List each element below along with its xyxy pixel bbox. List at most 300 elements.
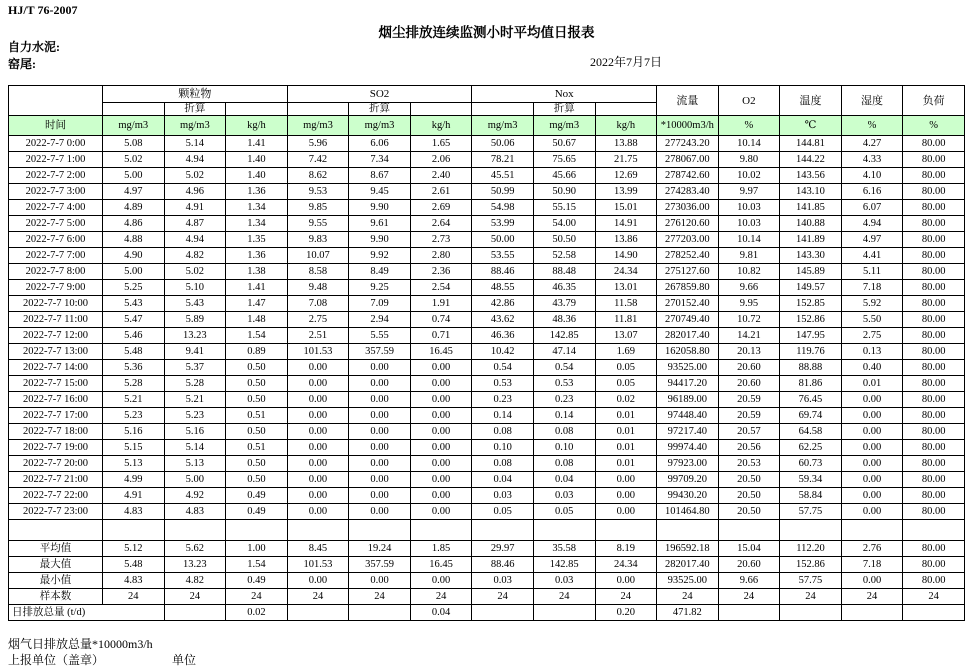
value-cell: 140.88 (780, 216, 842, 232)
value-cell: 5.55 (349, 328, 411, 344)
value-cell: 0.00 (287, 456, 349, 472)
value-cell: 80.00 (903, 424, 965, 440)
value-cell: 9.66 (718, 280, 780, 296)
value-cell: 5.16 (103, 424, 165, 440)
value-cell: 4.27 (841, 136, 903, 152)
value-cell: 4.91 (164, 200, 226, 216)
value-cell: 4.82 (164, 248, 226, 264)
value-cell: 5.50 (841, 312, 903, 328)
summary-value-cell: 1.85 (410, 541, 472, 557)
value-cell: 80.00 (903, 408, 965, 424)
value-cell: 1.38 (226, 264, 288, 280)
value-cell: 1.48 (226, 312, 288, 328)
summary-value-cell: 101.53 (287, 557, 349, 573)
value-cell: 4.88 (103, 232, 165, 248)
data-row-8 (9, 264, 965, 280)
report-title: 烟尘排放连续监测小时平均值日报表 (378, 25, 595, 40)
value-cell: 0.54 (472, 360, 534, 376)
value-cell: 4.97 (103, 184, 165, 200)
summary-value-cell: 8.45 (287, 541, 349, 557)
data-row-0 (9, 136, 965, 152)
value-cell: 274283.40 (657, 184, 719, 200)
unit-cell: kg/h (410, 116, 472, 136)
value-cell: 4.97 (841, 232, 903, 248)
value-cell: 282017.40 (657, 328, 719, 344)
summary-label: 最大值 (9, 557, 103, 573)
value-cell: 277243.20 (657, 136, 719, 152)
value-cell: 43.79 (533, 296, 595, 312)
value-cell: 5.36 (103, 360, 165, 376)
value-cell: 9.48 (287, 280, 349, 296)
value-cell: 13.88 (595, 136, 657, 152)
summary-value-cell: 35.58 (533, 541, 595, 557)
time-cell: 2022-7-7 7:00 (9, 248, 103, 264)
value-cell: 80.00 (903, 200, 965, 216)
daily-total-row (9, 605, 965, 621)
summary-row-3 (9, 589, 965, 605)
summary-value-cell: 1.54 (226, 557, 288, 573)
value-cell: 0.04 (472, 472, 534, 488)
value-cell: 10.03 (718, 200, 780, 216)
value-cell: 80.00 (903, 488, 965, 504)
value-cell: 0.00 (410, 408, 472, 424)
value-cell: 80.00 (903, 360, 965, 376)
value-cell: 0.00 (287, 360, 349, 376)
value-cell: 99709.20 (657, 472, 719, 488)
sub-header-empty (287, 103, 349, 116)
unit-cell: % (903, 116, 965, 136)
value-cell: 78.21 (472, 152, 534, 168)
summary-value-cell: 4.83 (103, 573, 165, 589)
value-cell: 0.00 (410, 424, 472, 440)
time-header: 时间 (9, 116, 103, 136)
value-cell: 0.03 (533, 488, 595, 504)
spacer-row (9, 520, 965, 541)
value-cell: 7.18 (841, 280, 903, 296)
value-cell: 267859.80 (657, 280, 719, 296)
value-cell: 9.41 (164, 344, 226, 360)
value-cell: 9.92 (349, 248, 411, 264)
value-cell: 144.81 (780, 136, 842, 152)
value-cell: 1.36 (226, 184, 288, 200)
value-cell: 143.30 (780, 248, 842, 264)
value-cell: 5.08 (103, 136, 165, 152)
value-cell: 10.07 (287, 248, 349, 264)
summary-value-cell: 24 (595, 589, 657, 605)
value-cell: 5.21 (103, 392, 165, 408)
value-cell: 145.89 (780, 264, 842, 280)
value-cell: 50.06 (472, 136, 534, 152)
value-cell: 5.16 (164, 424, 226, 440)
value-cell: 97923.00 (657, 456, 719, 472)
value-cell: 20.50 (718, 504, 780, 520)
value-cell: 48.36 (533, 312, 595, 328)
value-cell: 93525.00 (657, 360, 719, 376)
value-cell: 278252.40 (657, 248, 719, 264)
group-header-0: 颗粒物 (103, 86, 288, 103)
value-cell: 0.00 (595, 472, 657, 488)
value-cell: 0.01 (595, 408, 657, 424)
value-cell: 9.85 (287, 200, 349, 216)
value-cell: 43.62 (472, 312, 534, 328)
value-cell: 0.00 (287, 392, 349, 408)
unit-cell: ℃ (780, 116, 842, 136)
summary-value-cell: 357.59 (349, 557, 411, 573)
value-cell: 13.23 (164, 328, 226, 344)
value-cell: 20.13 (718, 344, 780, 360)
value-cell: 0.53 (472, 376, 534, 392)
value-cell: 270152.40 (657, 296, 719, 312)
value-cell: 101464.80 (657, 504, 719, 520)
value-cell: 0.00 (410, 472, 472, 488)
value-cell: 7.42 (287, 152, 349, 168)
value-cell: 0.08 (472, 424, 534, 440)
value-cell: 5.48 (103, 344, 165, 360)
value-cell: 0.50 (226, 472, 288, 488)
value-cell: 76.45 (780, 392, 842, 408)
time-cell: 2022-7-7 22:00 (9, 488, 103, 504)
data-row-20 (9, 456, 965, 472)
summary-value-cell: 0.03 (472, 573, 534, 589)
value-cell: 6.16 (841, 184, 903, 200)
summary-value-cell: 20.60 (718, 557, 780, 573)
value-cell: 20.59 (718, 392, 780, 408)
value-cell: 13.99 (595, 184, 657, 200)
value-cell: 81.86 (780, 376, 842, 392)
summary-value-cell: 9.66 (718, 573, 780, 589)
daily-total-value-cell: 0.04 (410, 605, 472, 621)
value-cell: 5.15 (103, 440, 165, 456)
value-cell: 0.13 (841, 344, 903, 360)
value-cell: 0.00 (287, 472, 349, 488)
spacer-cell (9, 520, 103, 541)
time-cell: 2022-7-7 4:00 (9, 200, 103, 216)
value-cell: 80.00 (903, 168, 965, 184)
value-cell: 80.00 (903, 392, 965, 408)
unit-cell: mg/m3 (349, 116, 411, 136)
value-cell: 4.92 (164, 488, 226, 504)
value-cell: 2.69 (410, 200, 472, 216)
value-cell: 2.64 (410, 216, 472, 232)
time-cell: 2022-7-7 10:00 (9, 296, 103, 312)
value-cell: 275127.60 (657, 264, 719, 280)
value-cell: 99974.40 (657, 440, 719, 456)
value-cell: 9.83 (287, 232, 349, 248)
time-cell: 2022-7-7 19:00 (9, 440, 103, 456)
value-cell: 80.00 (903, 280, 965, 296)
group-header-1: SO2 (287, 86, 472, 103)
value-cell: 0.10 (533, 440, 595, 456)
value-cell: 4.41 (841, 248, 903, 264)
value-cell: 4.89 (103, 200, 165, 216)
value-cell: 1.35 (226, 232, 288, 248)
unit-cell: % (841, 116, 903, 136)
value-cell: 0.01 (595, 440, 657, 456)
summary-value-cell: 29.97 (472, 541, 534, 557)
value-cell: 88.48 (533, 264, 595, 280)
single-header-2: 温度 (780, 86, 842, 116)
value-cell: 0.49 (226, 488, 288, 504)
value-cell: 94417.20 (657, 376, 719, 392)
summary-value-cell: 152.86 (780, 557, 842, 573)
value-cell: 46.35 (533, 280, 595, 296)
standard-code: HJ/T 76-2007 (8, 3, 78, 17)
single-header-0: 流量 (657, 86, 719, 116)
value-cell: 80.00 (903, 344, 965, 360)
value-cell: 0.01 (595, 424, 657, 440)
value-cell: 50.67 (533, 136, 595, 152)
daily-total-value-cell (903, 605, 965, 621)
spacer-cell (903, 520, 965, 541)
data-row-16 (9, 392, 965, 408)
value-cell: 357.59 (349, 344, 411, 360)
unit-cell: mg/m3 (103, 116, 165, 136)
value-cell: 69.74 (780, 408, 842, 424)
data-row-14 (9, 360, 965, 376)
spacer-cell (410, 520, 472, 541)
value-cell: 0.14 (472, 408, 534, 424)
value-cell: 42.86 (472, 296, 534, 312)
daily-total-value-cell (718, 605, 780, 621)
value-cell: 80.00 (903, 376, 965, 392)
summary-label: 最小值 (9, 573, 103, 589)
value-cell: 270749.40 (657, 312, 719, 328)
value-cell: 4.33 (841, 152, 903, 168)
daily-total-value-cell (349, 605, 411, 621)
value-cell: 24.34 (595, 264, 657, 280)
summary-value-cell: 15.04 (718, 541, 780, 557)
value-cell: 152.85 (780, 296, 842, 312)
value-cell: 14.21 (718, 328, 780, 344)
value-cell: 0.00 (841, 440, 903, 456)
value-cell: 5.13 (103, 456, 165, 472)
data-row-18 (9, 424, 965, 440)
value-cell: 21.75 (595, 152, 657, 168)
value-cell: 8.62 (287, 168, 349, 184)
value-cell: 80.00 (903, 136, 965, 152)
value-cell: 10.72 (718, 312, 780, 328)
summary-value-cell: 2.76 (841, 541, 903, 557)
value-cell: 50.00 (472, 232, 534, 248)
summary-value-cell: 0.03 (533, 573, 595, 589)
sub-header-empty (226, 103, 288, 116)
summary-value-cell: 7.18 (841, 557, 903, 573)
value-cell: 5.89 (164, 312, 226, 328)
value-cell: 0.08 (533, 456, 595, 472)
value-cell: 80.00 (903, 248, 965, 264)
header-unit-row (9, 116, 965, 136)
value-cell: 4.83 (164, 504, 226, 520)
value-cell: 5.43 (103, 296, 165, 312)
value-cell: 55.15 (533, 200, 595, 216)
value-cell: 2.75 (287, 312, 349, 328)
value-cell: 0.51 (226, 440, 288, 456)
value-cell: 141.85 (780, 200, 842, 216)
value-cell: 0.02 (595, 392, 657, 408)
value-cell: 20.50 (718, 488, 780, 504)
value-cell: 9.25 (349, 280, 411, 296)
spacer-cell (780, 520, 842, 541)
summary-value-cell: 80.00 (903, 557, 965, 573)
value-cell: 5.23 (164, 408, 226, 424)
value-cell: 0.50 (226, 392, 288, 408)
spacer-cell (349, 520, 411, 541)
single-header-3: 湿度 (841, 86, 903, 116)
value-cell: 8.58 (287, 264, 349, 280)
value-cell: 2.75 (841, 328, 903, 344)
data-row-9 (9, 280, 965, 296)
value-cell: 0.05 (595, 376, 657, 392)
value-cell: 144.22 (780, 152, 842, 168)
time-cell: 2022-7-7 11:00 (9, 312, 103, 328)
value-cell: 80.00 (903, 232, 965, 248)
value-cell: 0.50 (226, 376, 288, 392)
value-cell: 97448.40 (657, 408, 719, 424)
data-row-19 (9, 440, 965, 456)
value-cell: 9.55 (287, 216, 349, 232)
spacer-cell (718, 520, 780, 541)
summary-value-cell: 0.00 (841, 573, 903, 589)
value-cell: 0.00 (349, 424, 411, 440)
summary-value-cell: 19.24 (349, 541, 411, 557)
value-cell: 2.51 (287, 328, 349, 344)
value-cell: 9.81 (718, 248, 780, 264)
value-cell: 14.91 (595, 216, 657, 232)
spacer-cell (533, 520, 595, 541)
value-cell: 5.23 (103, 408, 165, 424)
value-cell: 9.53 (287, 184, 349, 200)
summary-row-0 (9, 541, 965, 557)
value-cell: 7.08 (287, 296, 349, 312)
value-cell: 13.07 (595, 328, 657, 344)
summary-value-cell: 142.85 (533, 557, 595, 573)
value-cell: 53.99 (472, 216, 534, 232)
value-cell: 50.99 (472, 184, 534, 200)
spacer-cell (287, 520, 349, 541)
value-cell: 0.23 (533, 392, 595, 408)
time-cell: 2022-7-7 3:00 (9, 184, 103, 200)
value-cell: 80.00 (903, 312, 965, 328)
sub-header-empty (472, 103, 534, 116)
time-cell: 2022-7-7 20:00 (9, 456, 103, 472)
value-cell: 80.00 (903, 184, 965, 200)
summary-value-cell: 24 (903, 589, 965, 605)
summary-value-cell: 112.20 (780, 541, 842, 557)
value-cell: 0.00 (410, 376, 472, 392)
value-cell: 13.01 (595, 280, 657, 296)
footer-reporting-unit-label: 上报单位（盖章） (8, 653, 105, 667)
spacer-cell (226, 520, 288, 541)
single-header-1: O2 (718, 86, 780, 116)
report-date: 2022年7月7日 (590, 55, 663, 69)
value-cell: 62.25 (780, 440, 842, 456)
spacer-cell (657, 520, 719, 541)
data-row-3 (9, 184, 965, 200)
summary-value-cell: 5.62 (164, 541, 226, 557)
daily-total-value-cell (780, 605, 842, 621)
value-cell: 13.86 (595, 232, 657, 248)
value-cell: 0.23 (472, 392, 534, 408)
value-cell: 10.03 (718, 216, 780, 232)
value-cell: 5.21 (164, 392, 226, 408)
value-cell: 0.49 (226, 504, 288, 520)
data-row-15 (9, 376, 965, 392)
summary-label: 样本数 (9, 589, 103, 605)
summary-value-cell: 0.00 (349, 573, 411, 589)
daily-total-value-cell (533, 605, 595, 621)
value-cell: 80.00 (903, 472, 965, 488)
summary-value-cell: 88.46 (472, 557, 534, 573)
value-cell: 277203.00 (657, 232, 719, 248)
value-cell: 5.96 (287, 136, 349, 152)
summary-label: 平均值 (9, 541, 103, 557)
value-cell: 5.92 (841, 296, 903, 312)
time-cell: 2022-7-7 2:00 (9, 168, 103, 184)
value-cell: 5.11 (841, 264, 903, 280)
value-cell: 4.94 (164, 232, 226, 248)
summary-value-cell: 57.75 (780, 573, 842, 589)
unit-cell: kg/h (595, 116, 657, 136)
value-cell: 143.56 (780, 168, 842, 184)
time-cell: 2022-7-7 12:00 (9, 328, 103, 344)
value-cell: 88.46 (472, 264, 534, 280)
summary-value-cell: 0.49 (226, 573, 288, 589)
time-cell: 2022-7-7 21:00 (9, 472, 103, 488)
value-cell: 4.91 (103, 488, 165, 504)
value-cell: 0.00 (410, 440, 472, 456)
value-cell: 0.05 (472, 504, 534, 520)
value-cell: 48.55 (472, 280, 534, 296)
value-cell: 0.00 (287, 504, 349, 520)
value-cell: 5.46 (103, 328, 165, 344)
value-cell: 9.90 (349, 200, 411, 216)
group-header-2: Nox (472, 86, 657, 103)
table-body (9, 136, 965, 621)
value-cell: 45.51 (472, 168, 534, 184)
time-cell: 2022-7-7 9:00 (9, 280, 103, 296)
value-cell: 0.00 (349, 440, 411, 456)
value-cell: 54.00 (533, 216, 595, 232)
summary-value-cell: 80.00 (903, 541, 965, 557)
value-cell: 0.00 (841, 456, 903, 472)
value-cell: 10.14 (718, 136, 780, 152)
value-cell: 5.02 (164, 168, 226, 184)
unit-cell: mg/m3 (472, 116, 534, 136)
value-cell: 6.07 (841, 200, 903, 216)
value-cell: 0.00 (841, 472, 903, 488)
data-row-22 (9, 488, 965, 504)
spacer-cell (841, 520, 903, 541)
summary-value-cell: 24 (287, 589, 349, 605)
value-cell: 20.60 (718, 360, 780, 376)
spacer-cell (472, 520, 534, 541)
value-cell: 2.80 (410, 248, 472, 264)
value-cell: 96189.00 (657, 392, 719, 408)
value-cell: 4.94 (841, 216, 903, 232)
summary-value-cell: 282017.40 (657, 557, 719, 573)
summary-row-1 (9, 557, 965, 573)
value-cell: 20.53 (718, 456, 780, 472)
time-cell: 2022-7-7 1:00 (9, 152, 103, 168)
unit-cell: mg/m3 (164, 116, 226, 136)
value-cell: 54.98 (472, 200, 534, 216)
value-cell: 60.73 (780, 456, 842, 472)
value-cell: 1.40 (226, 152, 288, 168)
value-cell: 80.00 (903, 152, 965, 168)
value-cell: 12.69 (595, 168, 657, 184)
daily-total-value-cell: 471.82 (657, 605, 719, 621)
summary-value-cell: 0.00 (595, 573, 657, 589)
